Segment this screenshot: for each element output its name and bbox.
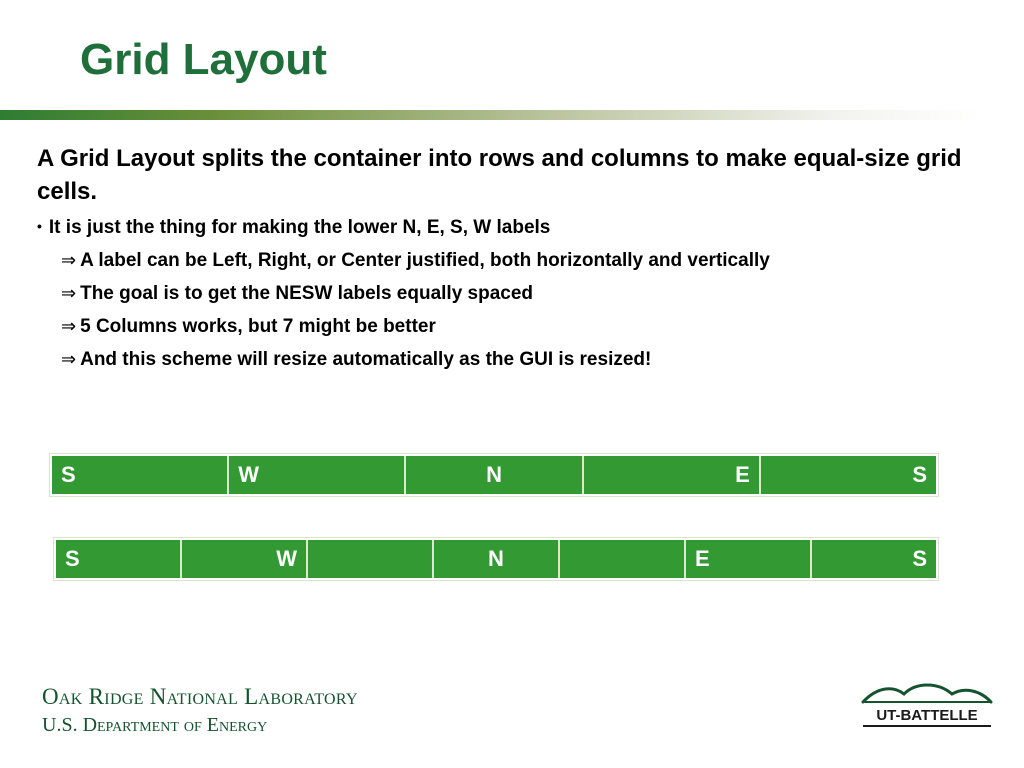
grid-cell-n: N [406, 456, 583, 494]
slide-body [37, 142, 987, 372]
implies-arrow-icon: ⇒ [61, 349, 77, 370]
grid-cell-e: E [584, 456, 761, 494]
sub-bullet-item [61, 315, 987, 339]
grid-cell-e: E [686, 540, 812, 578]
sub-bullet-item [61, 348, 987, 372]
implies-arrow-icon: ⇒ [61, 283, 77, 304]
sub-bullet-text: A label can be Left, Right, or Center justified, both horizontally and vertically [80, 250, 770, 271]
bullet-item [37, 216, 987, 240]
implies-arrow-icon: ⇒ [61, 316, 77, 337]
grid-cell-s-left: S [56, 540, 182, 578]
grid-cell-s-right: S [912, 462, 928, 487]
grid-cell-n: N [434, 540, 560, 578]
five-column-grid [50, 454, 938, 496]
grid-cell-w: W [229, 456, 406, 494]
slide-title: Grid Layout [80, 35, 327, 84]
grid-cell-empty [560, 540, 686, 578]
bullet-dot-icon: • [37, 218, 42, 234]
ut-battelle-logo [860, 680, 994, 730]
grid-cell-s-left: S [52, 456, 229, 494]
title-divider [0, 110, 980, 120]
logo-wordmark: UT-BATTELLE [876, 707, 978, 724]
implies-arrow-icon: ⇒ [61, 250, 77, 271]
sub-bullet-text: The goal is to get the NESW labels equally spaced [80, 283, 534, 304]
sub-bullet-text: 5 Columns works, but 7 might be better [80, 316, 436, 337]
sub-bullet-item [61, 249, 987, 273]
lead-paragraph: A Grid Layout splits the container into rows and columns to make equal-size grid cells. [37, 145, 962, 205]
sub-bullet-item [61, 282, 987, 306]
grid-cell-empty [308, 540, 434, 578]
department-name: U.S. Department of Energy [42, 714, 268, 736]
bullet-text: It is just the thing for making the lower N, E, S, W labels [48, 217, 551, 238]
sub-bullet-text: And this scheme will resize automatically as the GUI is resized! [80, 349, 652, 370]
grid-cell-w: W [182, 540, 308, 578]
seven-column-grid [54, 538, 938, 580]
lab-name: Oak Ridge National Laboratory [42, 684, 358, 709]
grid-cell-s-right: S [912, 546, 927, 571]
sub-bullet-list [37, 249, 987, 372]
